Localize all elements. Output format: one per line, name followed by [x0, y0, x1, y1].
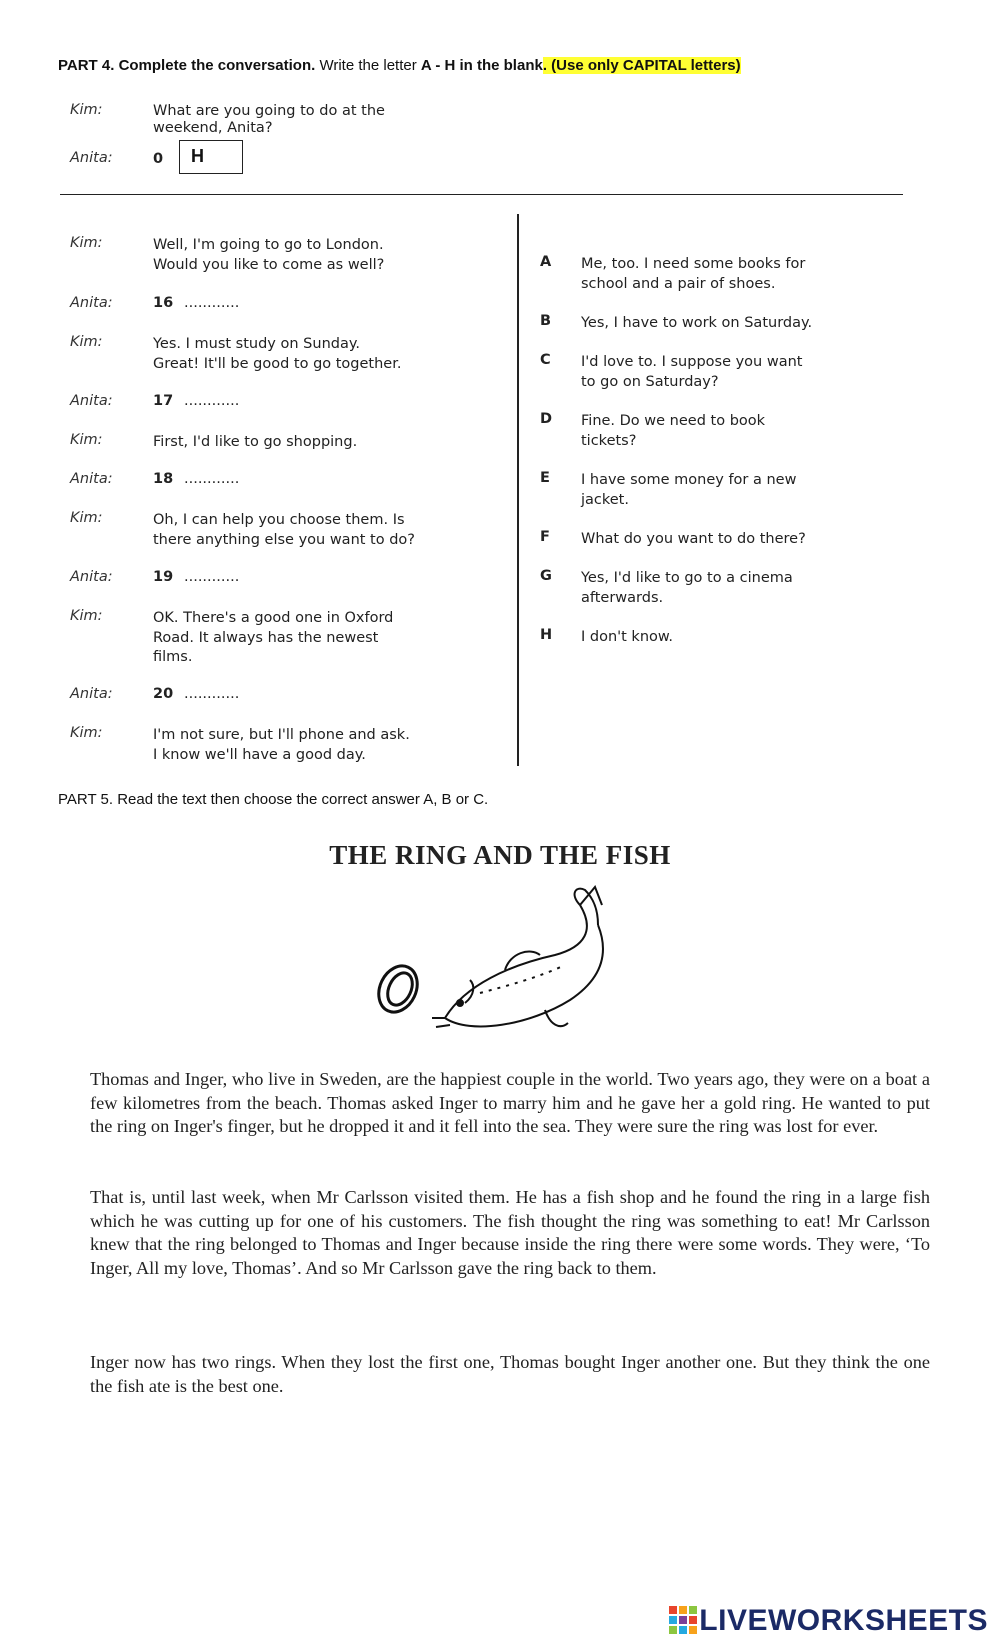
option-letter-b: B [540, 313, 552, 329]
dialogue-speaker-8: Anita: [70, 569, 113, 585]
dialogue-speaker-10: Anita: [70, 686, 113, 702]
example-number: 0 [153, 151, 164, 167]
ring-and-fish-illustration [370, 885, 650, 1045]
example-kim-speaker: Kim: [70, 102, 103, 118]
option-text-g [581, 568, 861, 608]
question-number-20: 20 [153, 686, 174, 702]
story-title: THE RING AND THE FISH [329, 840, 671, 870]
question-number-17: 17 [153, 393, 174, 409]
story-paragraph-2: That is, until last week, when Mr Carlsson visited them. He has a fish shop and he found the ring in a large fish which he was cutting up for one of his customers. The fish thought the ring was something to eat! Mr Carlsson knew that the ring belonged to Thomas and Inger because inside the ring there were some words. They were, ‘To Inger, All my love, Thomas’. And so Mr Carlsson gave the ring back to them. [90, 1187, 930, 1278]
example-kim-line1: What are you going to do at the [153, 103, 385, 119]
answer-blank-16[interactable]: ............ [184, 295, 240, 311]
question-number-16: 16 [153, 295, 174, 311]
part5-heading: PART 5. Read the text then choose the correct answer A, B or C. [58, 791, 489, 808]
option-line: Fine. Do we need to book [581, 413, 766, 429]
option-letter-d: D [540, 411, 553, 427]
option-line: tickets? [581, 433, 637, 449]
option-letter-g: G [540, 568, 552, 584]
option-line: Yes, I have to work on Saturday. [581, 315, 813, 331]
story-paragraph-1: Thomas and Inger, who live in Sweden, are the happiest couple in the world. Two years ago, they were on a boat a few kilometres from the beach. Thomas asked Inger to marry him and he gave her a gold ring. He wanted to put the ring on Inger's finger, but he dropped it and it fell into the sea. They were sure the ring was lost for ever. [90, 1069, 930, 1136]
liveworksheets-logo [669, 1604, 988, 1638]
option-line: I don't know. [581, 629, 674, 645]
option-text-d [581, 411, 861, 451]
dialogue-speaker-1: Kim: [70, 235, 103, 251]
option-text-a [581, 254, 861, 294]
dialogue-speaker-4: Anita: [70, 393, 113, 409]
dialogue-line: films. [153, 649, 193, 665]
option-text-b [581, 313, 861, 333]
part4-heading-range: A - H in the blank [420, 57, 543, 74]
option-line: jacket. [581, 492, 629, 508]
option-text-e [581, 470, 861, 510]
option-letter-c: C [540, 352, 551, 368]
dialogue-speaker-5: Kim: [70, 432, 103, 448]
column-divider [517, 214, 519, 766]
option-line: Yes, I'd like to go to a cinema [581, 570, 793, 586]
dialogue-line: Oh, I can help you choose them. Is [153, 512, 405, 528]
option-line: to go on Saturday? [581, 374, 719, 390]
answer-blank-20[interactable]: ............ [184, 686, 240, 702]
dialogue-line: Well, I'm going to go to London. [153, 237, 384, 253]
dialogue-speaker-6: Anita: [70, 471, 113, 487]
dialogue-speaker-3: Kim: [70, 334, 103, 350]
part4-heading [58, 57, 741, 74]
answer-blank-19[interactable]: ............ [184, 569, 240, 585]
dialogue-line: First, I'd like to go shopping. [153, 434, 358, 450]
option-letter-e: E [540, 470, 550, 486]
liveworksheets-logo-text: LIVEWORKSHEETS [699, 1604, 988, 1637]
dialogue-line: Yes. I must study on Sunday. [153, 336, 360, 352]
part4-heading-normal: Write the letter [315, 57, 421, 74]
option-letter-f: F [540, 529, 550, 545]
dialogue-speaker-11: Kim: [70, 725, 103, 741]
option-line: Me, too. I need some books for [581, 256, 806, 272]
story-paragraph-3: Inger now has two rings. When they lost the first one, Thomas bought Inger another one. But they think the one the fish ate is the best one. [90, 1352, 930, 1396]
ring-icon [372, 960, 425, 1019]
option-line: I'd love to. I suppose you want [581, 354, 803, 370]
dialogue-line: Great! It'll be good to go together. [153, 356, 402, 372]
example-kim-line2: weekend, Anita? [153, 120, 273, 136]
part4-heading-bold: PART 4. Complete the conversation. [58, 57, 316, 74]
dialogue-speaker-7: Kim: [70, 510, 103, 526]
dialogue-line: OK. There's a good one in Oxford [153, 610, 394, 626]
part4-heading-highlight: . (Use only CAPITAL letters) [542, 57, 741, 74]
answer-blank-17[interactable]: ............ [184, 393, 240, 409]
dialogue-line: there anything else you want to do? [153, 532, 415, 548]
option-text-f [581, 529, 861, 549]
dialogue-speaker-9: Kim: [70, 608, 103, 624]
dialogue-line: Road. It always has the newest [153, 630, 379, 646]
option-line: What do you want to do there? [581, 531, 806, 547]
option-letter-h: H [540, 627, 553, 643]
liveworksheets-grid-icon [669, 1606, 697, 1636]
dialogue-line: I'm not sure, but I'll phone and ask. [153, 727, 410, 743]
example-answer-box: H [179, 140, 243, 174]
section-divider [60, 194, 903, 195]
option-line: afterwards. [581, 590, 664, 606]
option-line: I have some money for a new [581, 472, 797, 488]
option-text-c [581, 352, 861, 392]
answer-blank-18[interactable]: ............ [184, 471, 240, 487]
example-anita-speaker: Anita: [70, 150, 113, 166]
option-text-h [581, 627, 861, 647]
question-number-19: 19 [153, 569, 174, 585]
option-line: school and a pair of shoes. [581, 276, 776, 292]
option-letter-a: A [540, 254, 552, 270]
dialogue-speaker-2: Anita: [70, 295, 113, 311]
question-number-18: 18 [153, 471, 174, 487]
dialogue-line: Would you like to come as well? [153, 257, 385, 273]
dialogue-line: I know we'll have a good day. [153, 747, 366, 763]
fish-icon [432, 887, 603, 1027]
